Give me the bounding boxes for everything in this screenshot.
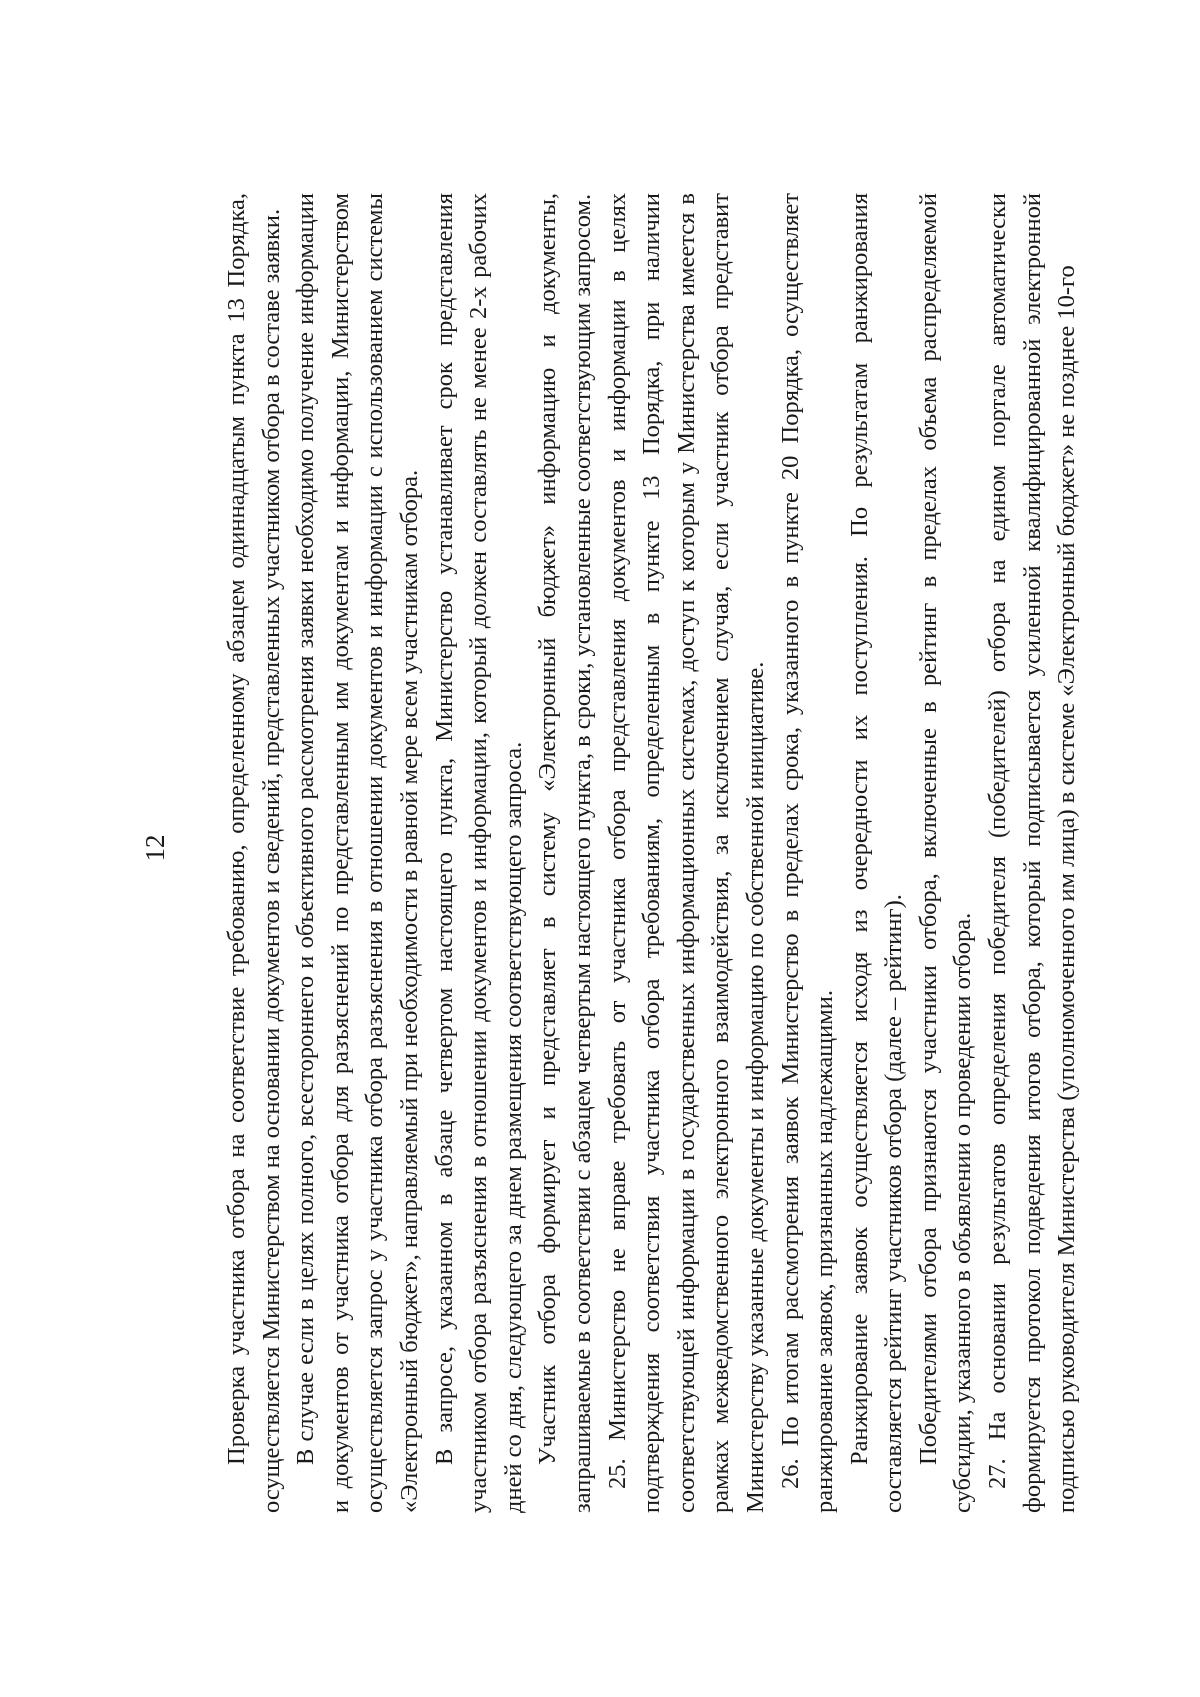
paragraph-item-27: 27. На основании результатов определения победителя (победителей) отбора на едином портале автоматически формируется протокол подведения итогов отбора, который подписывается усиленной квалифицированной электронной подписью руководителя Министерства (уполномоченного им лица) в системе «Электронный бюджет» не позднее 10-го [984,193,1081,1513]
paragraph-clarification-request: В случае если в целях полного, всестороннего и объективного рассмотрения заявки необходимо получение информации и документов от участника отбора для разъяснений по представленным им документам и информации, Министерством осуществляется запрос у участника отбора разъяснения в отношении документов и информации с использованием системы «Электронный бюджет», направляемый при необходимости в равной мере всем участникам отбора. [292,193,423,1513]
paragraph-ranking: Ранжирование заявок осуществляется исходя из очередности их поступления. По результатам ранжирования составляется рейтинг участников отбора (далее – рейтинг). [845,193,908,1513]
paragraph-item-26: 26. По итогам рассмотрения заявок Министерство в пределах срока, указанного в пункте 20 Порядка, осуществляет ранжирование заявок, признанных надлежащими. [776,193,839,1513]
paragraph-participant-response: Участник отбора формирует и представляет в систему «Электронный бюджет» информацию и документы, запрашиваемые в соответствии с абзацем четвертым настоящего пункта, в сроки, установленные соответствующим запросом. [534,193,596,1513]
page-number: 12 [140,834,170,862]
paragraph-verification: Проверка участника отбора на соответствие требованию, определенному абзацем одиннадцатым пункта 13 Порядка, осуществляется Министерством на основании документов и сведений, представленных участником отбора в составе заявки. [223,193,285,1513]
paragraph-item-25: 25. Министерство не вправе требовать от участника отбора представления документов и информации в целях подтверждения соответствия участника отбора требованиям, определенным в пункте 13 Порядка, при наличии соответствующей информации в государственных информационных системах, доступ к которым у Министерства имеется в рамках межведомственного электронного взаимодействия, за исключением случая, если участник отбора представит Министерству указанные документы и информацию по собственной инициативе. [603,193,769,1513]
paragraph-winners: Победителями отбора признаются участники отбора, включенные в рейтинг в пределах объема распределяемой субсидии, указанного в объявлении о проведении отбора. [914,193,977,1513]
rotated-content [110,98,1090,1598]
document-body [220,193,1085,1513]
paragraph-request-deadline: В запросе, указанном в абзаце четвертом настоящего пункта, Министерство устанавливает срок представления участником отбора разъяснения в отношении документов и информации, который должен составлять не менее 2-х рабочих дней со дня, следующего за днем размещения соответствующего запроса. [430,193,527,1513]
